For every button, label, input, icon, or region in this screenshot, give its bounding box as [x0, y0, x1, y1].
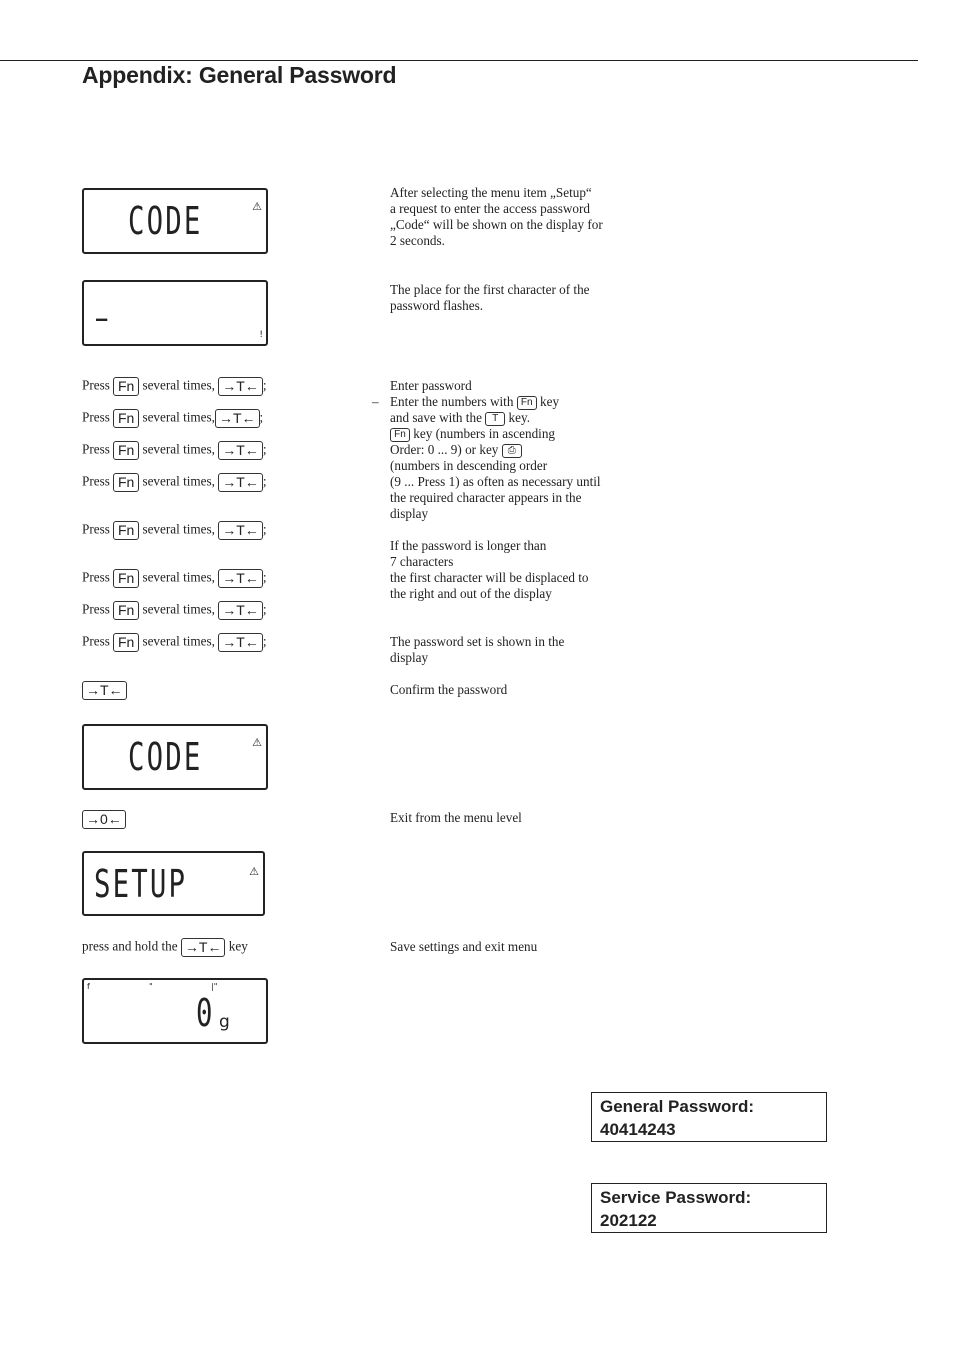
warning-icon: ⚠ — [252, 736, 262, 749]
confirm-description: Confirm the password — [390, 682, 508, 697]
general-password-label: General Password: — [600, 1097, 755, 1116]
warning-icon: ⚠ — [252, 200, 262, 213]
lcd-display-cursor — [82, 280, 268, 346]
step-row-1: Press Fn several times, →T← ; — [82, 377, 267, 394]
lcd-display-code — [82, 188, 268, 254]
tare-key[interactable]: →T← — [218, 601, 263, 620]
lcd-display-setup — [82, 851, 265, 916]
save-step: press and hold the →T← key — [82, 938, 248, 955]
dash: – — [372, 394, 379, 409]
fn-key[interactable]: Fn — [113, 521, 139, 540]
service-password-label: Service Password: — [600, 1188, 752, 1207]
fn-key[interactable]: Fn — [113, 473, 139, 492]
step-row-4: Press Fn several times, →T← ; — [82, 473, 267, 490]
lcd-mark-1: f — [87, 982, 90, 991]
lcd-mark-3: |" — [211, 982, 218, 991]
exit-step — [82, 810, 126, 829]
tare-key[interactable]: →T← — [218, 569, 263, 588]
general-password-box — [591, 1092, 827, 1142]
fn-key[interactable]: Fn — [113, 409, 139, 428]
longer-password-description: If the password is longer than 7 characters the first character will be displaced to the right and out of the display — [390, 538, 589, 601]
tare-key[interactable]: →T← — [218, 633, 263, 652]
fn-key[interactable]: Fn — [113, 441, 139, 460]
step-row-7: Press Fn several times, →T← ; — [82, 601, 267, 618]
tare-key[interactable]: →T← — [215, 409, 260, 428]
fn-key[interactable]: Fn — [113, 633, 139, 652]
tare-key[interactable]: →T← — [181, 938, 226, 957]
first-char-description: The place for the first character of the password flashes. — [390, 282, 590, 313]
service-password-value: 202122 — [600, 1211, 657, 1230]
step-row-3: Press Fn several times, →T← ; — [82, 441, 267, 458]
confirm-step — [82, 681, 127, 700]
tare-key[interactable]: →T← — [218, 441, 263, 460]
lcd-text: CODE — [128, 199, 203, 243]
lcd-mark-2: " — [149, 982, 153, 991]
fn-key[interactable]: Fn — [113, 569, 139, 588]
lcd-text: SETUP — [94, 862, 188, 906]
fn-key[interactable]: Fn — [113, 601, 139, 620]
lcd-unit: g — [219, 1012, 230, 1032]
lcd-value: 0 — [196, 991, 215, 1035]
page-title: Appendix: General Password — [82, 62, 397, 88]
lcd-display-code-confirm — [82, 724, 268, 790]
lcd-text: CODE — [128, 735, 203, 779]
exit-description: Exit from the menu level — [390, 810, 522, 825]
general-password-value: 40414243 — [600, 1120, 676, 1139]
lcd-cursor: _ — [96, 292, 110, 322]
fn-key-small: Fn — [390, 428, 410, 442]
intro-description: After selecting the menu item „Setup“ a request to enter the access password „Code“ will be shown on the display for 2 seconds. — [390, 185, 603, 248]
print-key-icon: ⎙ — [502, 444, 522, 458]
lcd-display-weight — [82, 978, 268, 1044]
fn-key[interactable]: Fn — [113, 377, 139, 396]
step-row-8: Press Fn several times, →T← ; — [82, 633, 267, 650]
step-row-6: Press Fn several times, →T← ; — [82, 569, 267, 586]
t-key-small: T — [485, 412, 505, 426]
save-description: Save settings and exit menu — [390, 939, 538, 954]
step-row-2: Press Fn several times, →T← ; — [82, 409, 264, 426]
step-row-5: Press Fn several times, →T← ; — [82, 521, 267, 538]
service-password-box — [591, 1183, 827, 1233]
tare-key[interactable]: →T← — [82, 681, 127, 700]
fn-key-small: Fn — [517, 396, 537, 410]
warning-icon: ⚠ — [249, 865, 259, 878]
enter-password-description: Enter password – Enter the numbers with Fn key and save with the T key. Fn key (numbers in ascending Order: 0 ... 9) or key ⎙ (numbers in descending order (9 ... Press 1) as often as necessary until the required character appears in the display — [372, 378, 601, 521]
shown-description: The password set is shown in the display — [390, 634, 565, 665]
tare-key[interactable]: →T← — [218, 377, 263, 396]
tare-key[interactable]: →T← — [218, 521, 263, 540]
tare-key[interactable]: →T← — [218, 473, 263, 492]
header-rule — [0, 60, 918, 61]
lcd-mark: ! — [259, 330, 263, 340]
zero-key[interactable]: →0← — [82, 810, 126, 829]
